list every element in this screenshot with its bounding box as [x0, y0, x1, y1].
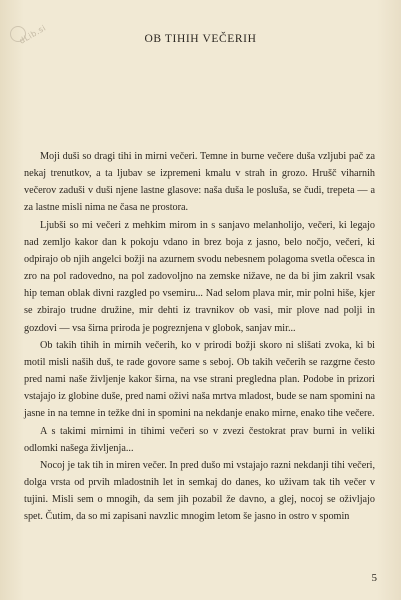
paragraph: Moji duši so dragi tihi in mirni večeri. Temne in burne večere duša vzljubi pač za nekaj trenutkov, a ta ljubav se izpremeni kmalu v strah in grozo. Hrušč viharnih večerov zaduši v duši njene lastne glasove: naša duša le posluša, se čudi, trepeta — a za lastne misli nima ne časa ne prostora. [24, 151, 375, 214]
paragraph: A s takimi mirnimi in tihimi večeri so v zvezi čestokrat prav burni in veliki odlomki našega življenja... [24, 425, 375, 454]
paragraph: Nocoj je tak tih in miren večer. In pred dušo mi vstajajo razni nekdanji tihi večeri, dolga vrsta od prvih mladostnih let in semkaj do danes, ko uživam tak tih večer v tujini. Misli sem o mnogih, da sem jih pozabil že davno, a glej, nocoj se oživljajo spet. Čutim, da so mi zapisani navzlic mnogim letom še jasno in ostro v spomin [24, 459, 375, 523]
watermark: dLib.si [17, 23, 48, 46]
page-body-text [24, 148, 375, 525]
chapter-title: OB TIHIH VEČERIH [144, 33, 257, 45]
paragraph: Ljubši so mi večeri z mehkim mirom in s sanjavo melanholijo, večeri, ki legajo nad zemljo kakor dan k pokoju vdano in brez boja z jasno, belo nočjo, večeri, ki odpirajo ob njih angelci božji na azurnem svodu nebesnem polagoma svetla očesca in zro na pol radovedno, na pol zadovoljno na zemske nižave, ne da bi jim zakril vsak hip teman oblak divni razgled po vsemiru... Nad selom plava mir, mir polni hiše, kjer se zbirajo trudne družine, mir dehti iz travnikov ob vasi, mir plove nad polji in gozdovi — vsa širna priroda je pogreznjena v globok, sanjav mir... [24, 219, 375, 334]
paragraph: Ob takih tihih in mirnih večerih, ko v prirodi božji skoro ni slišati zvoka, ki bi motil misli naših duš, te rade govore same s seboj. Ob takih večerih se razgrne često pred nami naše življenje kakor širna, na vse strani pregledna plan. Podobe in prizori vstajajo iz globine duše, pred nami oživi naša mrtva mladost, bude se nam spomini na jasne in na temne in težke dni in spomini na nekdanje enako mirne, enako tihe večere. [24, 339, 375, 420]
page-number: 5 [371, 572, 377, 584]
